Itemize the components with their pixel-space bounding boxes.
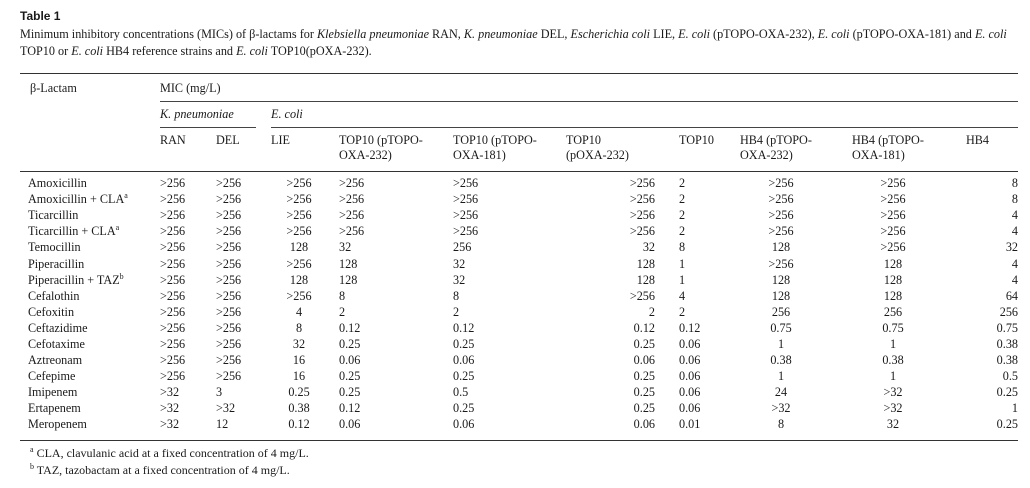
mic-cell: 0.25 xyxy=(453,369,475,384)
mic-cell: 2 xyxy=(679,208,686,223)
mic-cell: >32 xyxy=(216,401,236,416)
column-header xyxy=(160,133,186,148)
mic-cell: >256 xyxy=(768,224,794,239)
group-header-kp: K. pneumoniae xyxy=(160,107,234,121)
mic-cell: 256 xyxy=(999,304,1018,319)
mic-cell: 1 xyxy=(777,336,785,351)
header-rule xyxy=(20,171,1018,172)
mic-cell: >256 xyxy=(216,336,242,351)
mic-cell: >256 xyxy=(768,176,794,191)
mic-cell: >256 xyxy=(286,208,312,223)
row-label-header: β-Lactam xyxy=(30,81,77,95)
mic-cell: >32 xyxy=(771,401,791,416)
row-label: Amoxicillin + $CLA^a$ xyxy=(28,191,128,207)
mic-cell: 1 xyxy=(889,336,897,351)
column-header-line-2: OXA-181) xyxy=(453,148,506,162)
mic-cell: 0.38 xyxy=(770,353,792,368)
mic-cell: 0.38 xyxy=(996,353,1018,368)
table-row xyxy=(20,336,1018,352)
column-header-line-1: HB4 xyxy=(966,133,990,147)
mic-cell: >32 xyxy=(883,385,903,400)
mic-cell: >256 xyxy=(286,256,312,271)
column-header-line-2: OXA-232) xyxy=(740,148,793,162)
mic-cell: 0.06 xyxy=(633,417,655,432)
mic-cell: 0.06 xyxy=(679,336,701,351)
mic-cell: 2 xyxy=(453,304,460,319)
table-row xyxy=(20,352,1018,368)
mic-cell: >256 xyxy=(453,208,479,223)
mic-cell: 0.06 xyxy=(339,417,361,432)
row-label: Ceftazidime xyxy=(28,320,88,335)
row-label: Cefalothin xyxy=(28,288,80,303)
mic-cell: 0.5 xyxy=(1002,369,1018,384)
mic-cell: >32 xyxy=(160,385,180,400)
mic-cell: >256 xyxy=(453,176,479,191)
ec-rule xyxy=(271,127,1018,128)
mic-cell: >256 xyxy=(629,192,655,207)
mic-cell: 0.25 xyxy=(633,401,655,416)
mic-cell: >256 xyxy=(160,369,186,384)
mic-cell: 8 xyxy=(777,417,785,432)
column-header xyxy=(453,133,537,163)
mic-cell: >256 xyxy=(160,176,186,191)
row-label: Meropenem xyxy=(28,417,87,432)
mic-cell: 0.12 xyxy=(679,320,701,335)
mic-cell: >256 xyxy=(160,272,186,287)
mic-cell: 2 xyxy=(679,192,686,207)
mic-cell: 256 xyxy=(883,304,903,319)
column-header xyxy=(271,133,290,148)
mic-cell: 128 xyxy=(771,272,791,287)
mic-header: MIC (mg/L) xyxy=(160,81,221,95)
mic-cell: 32 xyxy=(1005,240,1018,255)
table-row xyxy=(20,272,1018,288)
mic-cell: 128 xyxy=(636,256,655,271)
mic-cell: 1 xyxy=(679,256,686,271)
mic-cell: 0.25 xyxy=(453,401,475,416)
group-header-ec: E. coli xyxy=(271,107,303,121)
mic-cell: 2 xyxy=(679,304,686,319)
mic-cell: 0.06 xyxy=(679,401,701,416)
mic-table xyxy=(20,175,1018,433)
mic-cell: >256 xyxy=(286,224,312,239)
bottom-rule xyxy=(20,440,1018,441)
mic-cell: 0.06 xyxy=(679,369,701,384)
column-header-line-1: TOP10 (pTOPO- xyxy=(339,133,423,147)
mic-cell: 4 xyxy=(295,304,303,319)
mic-cell: >256 xyxy=(216,208,242,223)
column-header-line-1: RAN xyxy=(160,133,186,147)
mic-cell: 0.06 xyxy=(679,353,701,368)
mic-cell: >256 xyxy=(453,224,479,239)
mic-cell: >256 xyxy=(160,353,186,368)
mic-cell: 0.25 xyxy=(288,385,310,400)
table-row xyxy=(20,368,1018,384)
mic-cell: >256 xyxy=(629,208,655,223)
mic-cell: 128 xyxy=(883,256,903,271)
mic-cell: >256 xyxy=(216,320,242,335)
mic-cell: >256 xyxy=(286,176,312,191)
mic-cell: 24 xyxy=(774,385,788,400)
mic-cell: 32 xyxy=(292,336,306,351)
mic-cell: 16 xyxy=(292,353,306,368)
mic-cell: 0.06 xyxy=(453,353,475,368)
mic-cell: >256 xyxy=(160,240,186,255)
mic-cell: 0.25 xyxy=(633,385,655,400)
mic-cell: 4 xyxy=(1011,272,1018,287)
mic-cell: 8 xyxy=(339,288,346,303)
row-label: Aztreonam xyxy=(28,353,83,368)
table-label: Table 1 xyxy=(20,9,61,23)
column-header xyxy=(966,133,989,148)
mic-cell: 1 xyxy=(1011,401,1018,416)
mic-cell: 0.75 xyxy=(770,320,792,335)
mic-cell: >256 xyxy=(216,304,242,319)
column-header-line-1: HB4 (pTOPO- xyxy=(852,133,924,147)
mic-cell: >256 xyxy=(880,208,906,223)
table-row xyxy=(20,304,1018,320)
mic-cell: >256 xyxy=(160,320,186,335)
mic-cell: 0.25 xyxy=(633,336,655,351)
mic-cell: 0.25 xyxy=(453,336,475,351)
table-row xyxy=(20,400,1018,416)
mic-cell: 128 xyxy=(771,288,791,303)
mic-cell: >256 xyxy=(160,336,186,351)
mic-cell: 1 xyxy=(777,369,785,384)
row-label: Piperacillin xyxy=(28,256,85,271)
mic-cell: 1 xyxy=(679,272,686,287)
mic-cell: >256 xyxy=(160,304,186,319)
column-header-line-1: DEL xyxy=(216,133,240,147)
mic-cell: 0.38 xyxy=(882,353,904,368)
mic-cell: >256 xyxy=(216,224,242,239)
column-header-line-2: (pOXA-232) xyxy=(566,148,629,162)
mic-cell: >256 xyxy=(629,288,655,303)
column-header xyxy=(679,133,714,148)
mic-cell: 4 xyxy=(1011,208,1018,223)
top-rule xyxy=(20,73,1018,74)
table-row xyxy=(20,320,1018,336)
mic-cell: 0.75 xyxy=(996,320,1018,335)
mic-cell: 0.12 xyxy=(339,401,361,416)
mic-cell: >256 xyxy=(339,208,365,223)
mic-rule xyxy=(160,101,1018,102)
kp-rule xyxy=(160,127,256,128)
mic-cell: >32 xyxy=(160,401,180,416)
footnote-a: $^a$ CLA, clavulanic acid at a fixed concentration of 4 mg/L. xyxy=(30,445,309,460)
mic-cell: 4 xyxy=(1011,224,1018,239)
mic-cell: 64 xyxy=(1005,288,1018,303)
table-row xyxy=(20,223,1018,239)
column-header-line-1: TOP10 (pTOPO- xyxy=(453,133,537,147)
row-label: Ertapenem xyxy=(28,401,81,416)
mic-cell: 0.06 xyxy=(453,417,475,432)
mic-cell: >256 xyxy=(339,192,365,207)
column-header xyxy=(339,133,423,163)
mic-cell: 2 xyxy=(648,304,655,319)
row-label: Cefoxitin xyxy=(28,304,75,319)
mic-cell: >256 xyxy=(160,224,186,239)
mic-cell: 128 xyxy=(636,272,655,287)
row-label: Ticarcillin xyxy=(28,208,79,223)
mic-cell: >256 xyxy=(768,256,794,271)
column-header xyxy=(740,133,812,163)
mic-cell: 0.25 xyxy=(339,385,361,400)
row-label: Imipenem xyxy=(28,385,78,400)
row-label: Piperacillin + $TAZ^b$ xyxy=(28,271,124,287)
mic-cell: 2 xyxy=(679,224,686,239)
mic-cell: 0.25 xyxy=(996,417,1018,432)
mic-cell: 0.75 xyxy=(882,320,904,335)
mic-cell: 0.12 xyxy=(288,417,310,432)
mic-cell: 8 xyxy=(1011,192,1018,207)
mic-cell: 0.25 xyxy=(339,336,361,351)
mic-cell: >256 xyxy=(216,353,242,368)
mic-cell: >32 xyxy=(883,401,903,416)
mic-cell: >256 xyxy=(160,192,186,207)
mic-cell: 8 xyxy=(1011,176,1018,191)
table-caption: Minimum inhibitory concentrations (MICs) of β-lactams for Klebsiella pneumoniae RAN, K. pneumoniae DEL, Escherichia coli LIE, E. coli (pTOPO-OXA-232), E. coli (pTOPO-OXA-181) and E. coli TOP10 or E. coli HB4 reference strains and E. coli TOP10(pOXA-232). xyxy=(20,27,1007,58)
mic-cell: 128 xyxy=(339,256,358,271)
table-row xyxy=(20,239,1018,255)
mic-cell: 4 xyxy=(1011,256,1018,271)
mic-cell: 1 xyxy=(889,369,897,384)
mic-cell: >256 xyxy=(216,176,242,191)
table-row xyxy=(20,416,1018,432)
mic-cell: 0.12 xyxy=(453,320,475,335)
column-header-line-1: TOP10 xyxy=(679,133,714,147)
mic-cell: 32 xyxy=(453,256,466,271)
mic-cell: 2 xyxy=(339,304,346,319)
mic-cell: >256 xyxy=(768,192,794,207)
mic-cell: 32 xyxy=(886,417,900,432)
mic-cell: 0.38 xyxy=(996,336,1018,351)
mic-cell: >256 xyxy=(629,176,655,191)
mic-cell: >256 xyxy=(453,192,479,207)
mic-cell: 0.5 xyxy=(453,385,469,400)
mic-cell: >32 xyxy=(160,417,180,432)
column-header-line-1: HB4 (pTOPO- xyxy=(740,133,812,147)
column-header xyxy=(852,133,924,163)
mic-cell: 0.06 xyxy=(679,385,701,400)
mic-cell: 128 xyxy=(771,240,791,255)
mic-cell: 8 xyxy=(453,288,460,303)
mic-cell: 128 xyxy=(339,272,358,287)
table-row xyxy=(20,255,1018,271)
mic-cell: 0.25 xyxy=(633,369,655,384)
mic-cell: 128 xyxy=(289,272,309,287)
mic-cell: >256 xyxy=(880,176,906,191)
mic-cell: >256 xyxy=(339,176,365,191)
row-label: Ticarcillin + $CLA^a$ xyxy=(28,223,120,239)
mic-cell: >256 xyxy=(880,240,906,255)
table-row xyxy=(20,384,1018,400)
mic-cell: 2 xyxy=(679,176,686,191)
row-label: Cefepime xyxy=(28,369,76,384)
mic-cell: 0.06 xyxy=(633,353,655,368)
mic-cell: 128 xyxy=(883,288,903,303)
mic-cell: 0.12 xyxy=(633,320,655,335)
mic-cell: 0.38 xyxy=(288,401,310,416)
mic-cell: >256 xyxy=(216,272,242,287)
mic-cell: 128 xyxy=(289,240,309,255)
mic-cell: >256 xyxy=(216,192,242,207)
column-header-line-2: OXA-232) xyxy=(339,148,392,162)
column-header xyxy=(216,133,240,148)
mic-cell: 3 xyxy=(216,385,223,400)
mic-cell: >256 xyxy=(160,256,186,271)
table-row xyxy=(20,288,1018,304)
mic-cell: >256 xyxy=(286,288,312,303)
row-label: Amoxicillin xyxy=(28,176,87,191)
mic-cell: >256 xyxy=(216,369,242,384)
mic-cell: 0.06 xyxy=(339,353,361,368)
mic-cell: 16 xyxy=(292,369,306,384)
mic-cell: 8 xyxy=(295,320,303,335)
mic-cell: >256 xyxy=(880,224,906,239)
table-row xyxy=(20,207,1018,223)
mic-cell: 32 xyxy=(642,240,655,255)
mic-cell: 8 xyxy=(679,240,686,255)
row-label: Cefotaxime xyxy=(28,336,85,351)
mic-cell: 256 xyxy=(453,240,472,255)
mic-cell: 0.25 xyxy=(339,369,361,384)
mic-cell: >256 xyxy=(216,256,242,271)
mic-cell: >256 xyxy=(768,208,794,223)
mic-cell: >256 xyxy=(339,224,365,239)
table-row xyxy=(20,175,1018,191)
mic-cell: >256 xyxy=(160,208,186,223)
mic-cell: 0.12 xyxy=(339,320,361,335)
mic-cell: >256 xyxy=(160,288,186,303)
mic-cell: 0.01 xyxy=(679,417,701,432)
column-header-line-2: OXA-181) xyxy=(852,148,905,162)
row-label: Temocillin xyxy=(28,240,81,255)
mic-cell: >256 xyxy=(216,288,242,303)
mic-cell: 4 xyxy=(679,288,686,303)
mic-cell: 32 xyxy=(339,240,352,255)
column-header-line-1: TOP10 xyxy=(566,133,601,147)
mic-cell: 12 xyxy=(216,417,229,432)
footnote-b: $^b$ TAZ, tazobactam at a fixed concentration of 4 mg/L. xyxy=(30,462,290,477)
mic-cell: 128 xyxy=(883,272,903,287)
mic-cell: >256 xyxy=(286,192,312,207)
mic-cell: 0.25 xyxy=(996,385,1018,400)
column-header xyxy=(566,133,629,163)
mic-cell: >256 xyxy=(880,192,906,207)
table-row xyxy=(20,191,1018,207)
mic-cell: 32 xyxy=(453,272,466,287)
mic-cell: >256 xyxy=(629,224,655,239)
mic-cell: >256 xyxy=(216,240,242,255)
column-header-line-1: LIE xyxy=(271,133,290,147)
mic-cell: 256 xyxy=(771,304,791,319)
